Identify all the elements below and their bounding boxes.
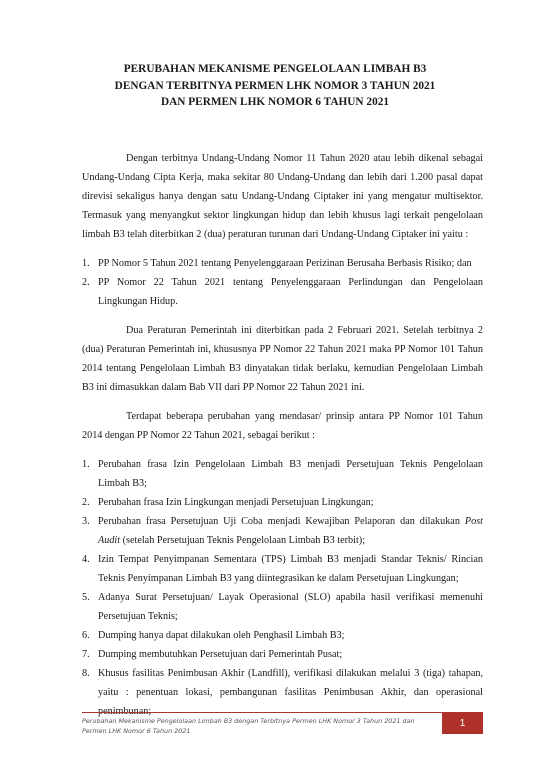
footer-text: Perubahan Mekanisme Pengelolaan Limbah B3 dengan Terbitnya Permen LHK Nomor 3 Tahun 2021 dan Permen LHK Nomor 6 Tahun 2021	[82, 717, 415, 735]
title-line-2: DENGAN TERBITNYA PERMEN LHK NOMOR 3 TAHUN 2021	[114, 79, 436, 92]
footer-divider	[82, 712, 483, 713]
list-item: 3. Perubahan frasa Persetujuan Uji Coba menjadi Kewajiban Pelaporan dan dilakukan Post Audit (setelah Persetujuan Teknis Pengelolaan Limbah B3 terbit);	[82, 516, 483, 546]
list-item: 6. Dumping hanya dapat dilakukan oleh Penghasil Limbah B3;	[82, 630, 345, 641]
paragraph-background: Dua Peraturan Pemerintah ini diterbitkan pada 2 Februari 2021. Setelah terbitnya 2 (dua) Peraturan Pemerintah ini, khususnya PP Nomor 22 Tahun 2021 maka PP Nomor 101 Tahun 2014 tentang Pengelolaan Limbah B3 dinyatakan tidak berlaku, kemudian Pengelolaan Limbah B3 ini dimasukkan dalam Bab VII dari PP Nomor 22 Tahun 2021 ini.	[82, 325, 483, 393]
paragraph-changes-intro: Terdapat beberapa perubahan yang mendasar/ prinsip antara PP Nomor 101 Tahun 2014 dengan PP Nomor 22 Tahun 2021, sebagai berikut :	[82, 411, 483, 441]
list-item: 2. Perubahan frasa Izin Lingkungan menjadi Persetujuan Lingkungan;	[82, 497, 374, 508]
list-item: 4. Izin Tempat Penyimpanan Sementara (TPS) Limbah B3 menjadi Standar Teknis/ Rincian Teknis Penyimpanan Limbah B3 yang diintegrasikan ke dalam Persetujuan Lingkungan;	[82, 554, 483, 584]
title-line-1: PERUBAHAN MEKANISME PENGELOLAAN LIMBAH B3	[123, 63, 427, 75]
regulation-list	[82, 254, 483, 311]
list-item: 1. Perubahan frasa Izin Pengelolaan Limbah B3 menjadi Persetujuan Teknis Pengelolaan Limbah B3;	[82, 459, 483, 489]
document-body	[82, 149, 483, 721]
list-item: 1. PP Nomor 5 Tahun 2021 tentang Penyelenggaraan Perizinan Berusaha Berbasis Risiko; dan	[82, 258, 472, 269]
list-item: 5. Adanya Surat Persetujuan/ Layak Operasional (SLO) apabila hasil verifikasi memenuhi Persetujuan Teknis;	[82, 592, 483, 622]
changes-list	[82, 455, 483, 721]
paragraph-intro: Dengan terbitnya Undang-Undang Nomor 11 Tahun 2020 atau lebih dikenal sebagai Undang-Undang Cipta Kerja, maka sekitar 80 Undang-Undang dan lebih dari 1.200 pasal dapat direvisi sekaligus hanya dengan satu Undang-Undang Ciptaker ini yang mengatur multisektor. Termasuk yang menyangkut sektor lingkungan hidup dan lebih khusus lagi terkait pengelolaan limbah B3 telah diterbitkan 2 (dua) peraturan turunan dari Undang-Undang Ciptaker ini yaitu :	[82, 153, 483, 240]
list-item: 7. Dumping membutuhkan Persetujuan dari Pemerintah Pusat;	[82, 649, 343, 660]
italic-term: Post Audit	[98, 516, 483, 546]
document-title	[60, 61, 490, 111]
page-number-badge: 1	[442, 712, 483, 734]
list-item: 2. PP Nomor 22 Tahun 2021 tentang Penyelenggaraan Perlindungan dan Pengelolaan Lingkungan Hidup.	[82, 277, 483, 307]
title-line-3: DAN PERMEN LHK NOMOR 6 TAHUN 2021	[160, 96, 390, 108]
list-item: 8. Khusus fasilitas Penimbusan Akhir (Landfill), verifikasi dilakukan melalui 3 (tiga) tahapan, yaitu : penentuan lokasi, pembangunan fasilitas Penimbusan Akhir, dan operasional penimbunan;	[82, 668, 483, 717]
